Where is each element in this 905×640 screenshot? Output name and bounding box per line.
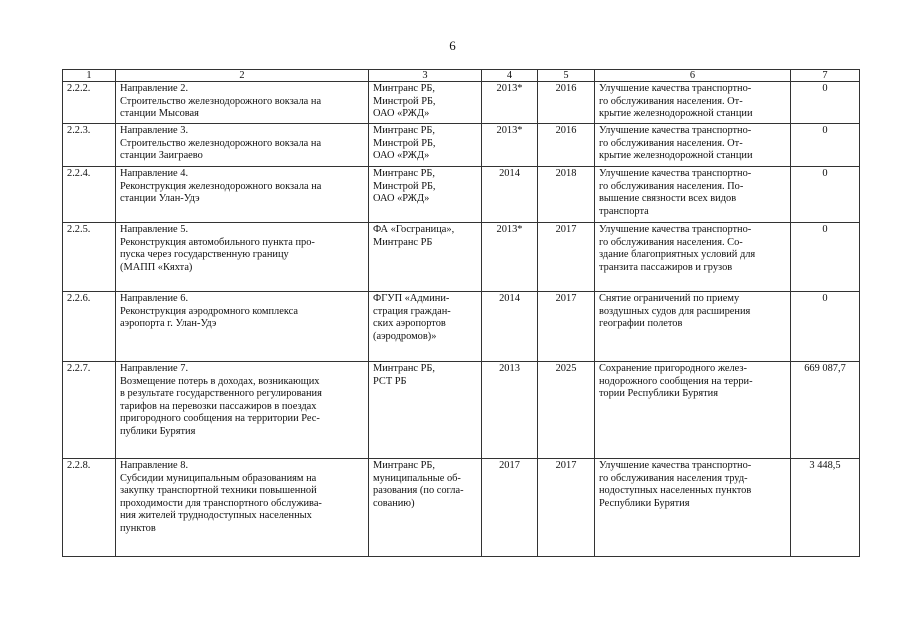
end-year: 2017: [555, 224, 577, 235]
start-year: 2014: [499, 293, 520, 304]
start-year: 2013*: [496, 224, 523, 235]
item-number-cell: [63, 223, 116, 292]
start-year: 2014: [499, 168, 520, 179]
table-row: [63, 223, 860, 292]
result-cell: [595, 124, 791, 167]
executor-text-line: Минтранс РБ,: [373, 83, 435, 94]
result-text-line: го обслуживания населения. От-: [599, 95, 743, 107]
funding-amount: 0: [822, 125, 828, 136]
amount-cell: [791, 124, 860, 167]
result-text-line: Снятие ограничений по приему: [599, 293, 740, 304]
executor-cell: [369, 362, 482, 459]
result-text-line: воздушных судов для расширения: [599, 305, 751, 317]
amount-cell: [791, 459, 860, 557]
item-number-cell: [63, 292, 116, 362]
direction-text-line: тарифов на перевозки пассажиров в поездах: [120, 400, 317, 412]
item-number-cell: [63, 124, 116, 167]
result-text-line: го обслуживания населения. От-: [599, 137, 743, 149]
direction-text-line: публики Бурятия: [120, 425, 196, 437]
amount-cell: [791, 362, 860, 459]
column-number: 7: [791, 70, 860, 82]
direction-text-line: в результате государственного регулирования: [120, 388, 322, 400]
column-number: 6: [595, 70, 791, 82]
result-text-line: Сохранение пригородного желез-: [599, 363, 747, 374]
direction-text-line: станции Улан-Удэ: [120, 193, 200, 205]
result-text-line: крытие железнодорожной станции: [599, 150, 753, 162]
direction-text-line: пунктов: [120, 522, 156, 534]
result-text-line: Республики Бурятия: [599, 497, 690, 509]
direction-text-line: Направление 7.: [120, 363, 189, 374]
executor-cell: [369, 459, 482, 557]
table-row: [63, 459, 860, 557]
direction-text-line: Строительство железнодорожного вокзала на: [120, 137, 322, 149]
funding-amount: 3 448,5: [809, 460, 841, 471]
item-number: 2.2.5.: [67, 224, 91, 235]
column-number: 4: [482, 70, 538, 82]
end-year-cell: [538, 459, 595, 557]
end-year: 2017: [555, 460, 577, 471]
item-number: 2.2.7.: [67, 363, 91, 374]
start-year-cell: [482, 292, 538, 362]
item-number-cell: [63, 167, 116, 223]
funding-amount: 0: [822, 168, 828, 179]
end-year-cell: [538, 167, 595, 223]
executor-text-line: РСТ РБ: [373, 375, 407, 387]
executor-text-line: сованию): [373, 497, 415, 509]
result-text-line: транзита пассажиров и грузов: [599, 261, 733, 273]
executor-text-line: муниципальные об-: [373, 472, 461, 484]
column-number: 5: [538, 70, 595, 82]
direction-text-line: станции Заиграево: [120, 150, 203, 162]
end-year-cell: [538, 82, 595, 124]
direction-cell: [116, 167, 369, 223]
result-text-line: здание благоприятных условий для: [599, 249, 756, 261]
result-cell: [595, 362, 791, 459]
executor-text-line: Минтранс РБ,: [373, 168, 435, 179]
start-year: 2013: [499, 363, 520, 374]
end-year-cell: [538, 124, 595, 167]
executor-text-line: Минтранс РБ: [373, 236, 433, 248]
executor-text-line: Минстрой РБ,: [373, 95, 436, 107]
executor-text-line: ФГУП «Админи-: [373, 293, 450, 304]
end-year: 2018: [555, 168, 577, 179]
end-year: 2016: [555, 125, 577, 136]
direction-text-line: станции Мысовая: [120, 108, 199, 120]
result-text-line: тории Республики Бурятия: [599, 388, 718, 400]
funding-amount: 0: [822, 293, 828, 304]
direction-cell: [116, 362, 369, 459]
result-text-line: нодорожного сообщения на терри-: [599, 375, 753, 387]
direction-cell: [116, 459, 369, 557]
funding-amount: 669 087,7: [804, 363, 846, 374]
end-year-cell: [538, 223, 595, 292]
page-number: 6: [449, 38, 456, 53]
executor-cell: [369, 167, 482, 223]
executor-text-line: ОАО «РЖД»: [373, 108, 430, 120]
amount-cell: [791, 292, 860, 362]
amount-cell: [791, 223, 860, 292]
result-text-line: го обслуживания населения. По-: [599, 180, 744, 192]
direction-cell: [116, 124, 369, 167]
end-year-cell: [538, 362, 595, 459]
executor-text-line: ОАО «РЖД»: [373, 150, 430, 162]
item-number: 2.2.4.: [67, 168, 91, 179]
result-text-line: Улучшение качества транспортно-: [599, 168, 752, 179]
direction-text-line: ния жителей труднодоступных населенных: [120, 510, 312, 522]
end-year-cell: [538, 292, 595, 362]
direction-text-line: Направление 2.: [120, 83, 189, 94]
table-row: [63, 167, 860, 223]
executor-text-line: ОАО «РЖД»: [373, 193, 430, 205]
funding-amount: 0: [822, 83, 828, 94]
column-number-row: [63, 70, 860, 82]
result-cell: [595, 292, 791, 362]
executor-text-line: Минстрой РБ,: [373, 137, 436, 149]
direction-text-line: закупку транспортной техники повышенной: [120, 485, 317, 497]
item-number-cell: [63, 459, 116, 557]
column-number: 2: [116, 70, 369, 82]
result-text-line: Улучшение качества транспортно-: [599, 125, 752, 136]
direction-text-line: Реконструкция автомобильного пункта про-: [120, 236, 315, 248]
executor-text-line: (аэродромов)»: [373, 330, 437, 342]
start-year: 2017: [499, 460, 520, 471]
amount-cell: [791, 82, 860, 124]
direction-text-line: Субсидии муниципальным образованиям на: [120, 472, 317, 484]
direction-text-line: Реконструкция аэродромного комплекса: [120, 305, 298, 317]
amount-cell: [791, 167, 860, 223]
result-text-line: крытие железнодорожной станции: [599, 108, 753, 120]
item-number-cell: [63, 82, 116, 124]
result-cell: [595, 82, 791, 124]
direction-text-line: Направление 8.: [120, 460, 189, 471]
item-number: 2.2.6.: [67, 293, 91, 304]
result-cell: [595, 223, 791, 292]
start-year-cell: [482, 223, 538, 292]
result-text-line: Улучшение качества транспортно-: [599, 83, 752, 94]
direction-text-line: Направление 4.: [120, 168, 189, 179]
end-year: 2017: [555, 293, 577, 304]
direction-text-line: пригородного сообщения на территории Рес-: [120, 413, 320, 425]
result-cell: [595, 167, 791, 223]
column-number: 3: [369, 70, 482, 82]
executor-text-line: ских аэропортов: [373, 318, 446, 330]
executor-text-line: Минтранс РБ,: [373, 460, 435, 471]
result-text-line: го обслуживания населения. Со-: [599, 236, 743, 248]
direction-text-line: (МАПП «Кяхта): [120, 261, 193, 273]
table-row: [63, 124, 860, 167]
direction-cell: [116, 223, 369, 292]
result-text-line: нодоступных населенных пунктов: [599, 485, 752, 497]
executor-cell: [369, 292, 482, 362]
executor-text-line: страция граждан-: [373, 305, 451, 317]
executor-text-line: Минтранс РБ,: [373, 363, 435, 374]
start-year-cell: [482, 82, 538, 124]
direction-text-line: проходимости для транспортного обслужива-: [120, 497, 322, 509]
item-number: 2.2.3.: [67, 125, 91, 136]
funding-amount: 0: [822, 224, 828, 235]
direction-text-line: Направление 3.: [120, 125, 189, 136]
executor-text-line: Минстрой РБ,: [373, 180, 436, 192]
result-text-line: Улучшение качества транспортно-: [599, 224, 752, 235]
start-year-cell: [482, 362, 538, 459]
direction-text-line: пуска через государственную границу: [120, 249, 289, 261]
executor-cell: [369, 124, 482, 167]
executor-text-line: ФА «Госграница»,: [373, 224, 455, 235]
result-text-line: вышение связности всех видов: [599, 193, 737, 205]
result-text-line: географии полетов: [599, 318, 683, 330]
end-year: 2016: [555, 83, 577, 94]
direction-cell: [116, 292, 369, 362]
item-number-cell: [63, 362, 116, 459]
table-row: [63, 82, 860, 124]
result-text-line: Улучшение качества транспортно-: [599, 460, 752, 471]
executor-text-line: разования (по согла-: [373, 485, 464, 497]
item-number: 2.2.2.: [67, 83, 91, 94]
end-year: 2025: [555, 363, 577, 374]
start-year-cell: [482, 459, 538, 557]
direction-text-line: Направление 5.: [120, 224, 189, 235]
result-text-line: го обслуживания населения труд-: [599, 472, 748, 484]
executor-cell: [369, 82, 482, 124]
start-year: 2013*: [496, 125, 523, 136]
executor-cell: [369, 223, 482, 292]
column-number: 1: [63, 70, 116, 82]
direction-text-line: Реконструкция железнодорожного вокзала на: [120, 180, 322, 192]
direction-text-line: Возмещение потерь в доходах, возникающих: [120, 375, 320, 387]
direction-cell: [116, 82, 369, 124]
start-year-cell: [482, 167, 538, 223]
direction-text-line: Строительство железнодорожного вокзала на: [120, 95, 322, 107]
table-row: [63, 292, 860, 362]
item-number: 2.2.8.: [67, 460, 91, 471]
executor-text-line: Минтранс РБ,: [373, 125, 435, 136]
direction-text-line: аэропорта г. Улан-Удэ: [120, 318, 217, 330]
result-cell: [595, 459, 791, 557]
result-text-line: транспорта: [599, 205, 649, 217]
direction-text-line: Направление 6.: [120, 293, 189, 304]
start-year-cell: [482, 124, 538, 167]
table-row: [63, 362, 860, 459]
start-year: 2013*: [496, 83, 523, 94]
measures-table: [62, 69, 860, 557]
